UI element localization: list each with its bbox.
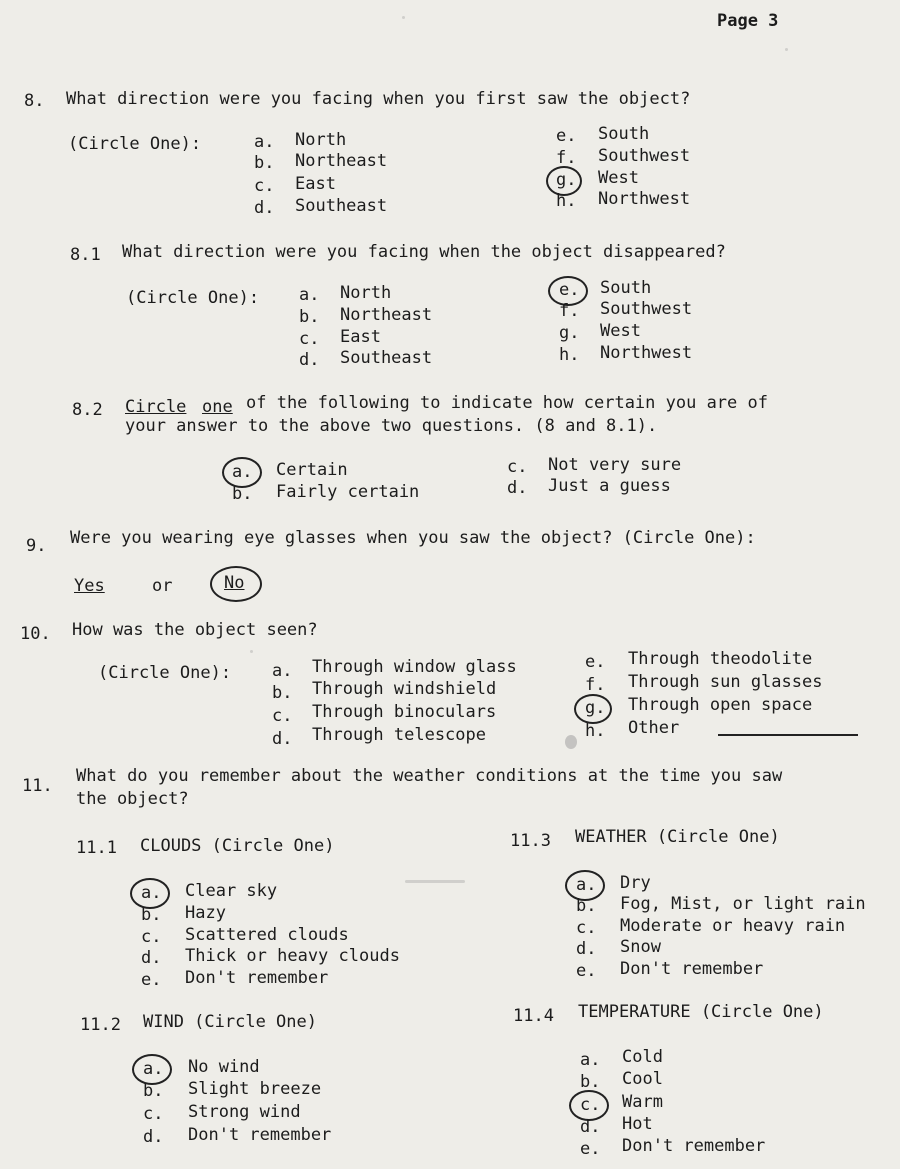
q11-4-option-e-label: Don't remember [622, 1136, 766, 1156]
q8-1-option-a-label: North [340, 283, 392, 303]
q8-1-option-h-letter: h. [559, 345, 580, 365]
q8-option-c-letter: c. [254, 176, 275, 196]
q11-3-number: 11.3 [510, 831, 551, 851]
q11-2-option-d-letter: d. [143, 1127, 164, 1147]
q11-1-number: 11.1 [76, 838, 117, 858]
q9-or: or [152, 576, 173, 596]
q8-1-option-d-label: Southeast [340, 348, 433, 368]
q8-1-option-f-label: Southwest [600, 299, 693, 319]
q8-option-g-letter: g. [556, 170, 577, 190]
q8-1-text: What direction were you facing when the object disappeared? [122, 242, 726, 262]
q8-1-option-b-label: Northeast [340, 305, 433, 325]
q8-2-option-b-label: Fairly certain [276, 482, 420, 502]
q11-2-option-b-label: Slight breeze [188, 1079, 322, 1099]
q10-option-h-letter: h. [585, 721, 606, 741]
q8-1-option-g-label: West [600, 321, 641, 341]
q11-text-line1: What do you remember about the weather conditions at the time you saw [76, 766, 783, 786]
q8-2-text-line2: your answer to the above two questions. (8 and 8.1). [125, 416, 658, 436]
q10-option-b-label: Through windshield [312, 679, 497, 699]
q11-3-option-a-label: Dry [620, 873, 651, 893]
q11-1-option-c-letter: c. [141, 927, 162, 947]
q11-text-line2: the object? [76, 789, 189, 809]
ink-blot [565, 735, 577, 749]
q10-option-d-label: Through telescope [312, 725, 486, 745]
q11-1-option-a-letter: a. [141, 883, 162, 903]
q11-3-option-c-label: Moderate or heavy rain [620, 916, 846, 936]
q8-2-option-c-label: Not very sure [548, 455, 682, 475]
q11-3-option-d-label: Snow [620, 937, 661, 957]
q11-4-option-b-label: Cool [622, 1069, 663, 1089]
q10-option-g-letter: g. [585, 698, 606, 718]
q11-2-option-b-letter: b. [143, 1081, 164, 1101]
q11-4-option-c-label: Warm [622, 1092, 663, 1112]
q10-option-c-label: Through binoculars [312, 702, 497, 722]
q8-option-c-label: East [295, 174, 336, 194]
q11-4-option-a-label: Cold [622, 1047, 663, 1067]
q11-2-option-a-letter: a. [143, 1059, 164, 1079]
q10-option-b-letter: b. [272, 683, 293, 703]
q9-text: Were you wearing eye glasses when you saw the object? (Circle One): [70, 528, 756, 548]
q8-number: 8. [24, 91, 45, 111]
q8-instruction: (Circle One): [68, 134, 202, 154]
speck [402, 16, 405, 19]
q8-1-option-a-letter: a. [299, 285, 320, 305]
q8-option-d-letter: d. [254, 198, 275, 218]
q8-option-b-label: Northeast [295, 151, 388, 171]
q8-2-option-d-letter: d. [507, 478, 528, 498]
q8-1-option-e-letter: e. [559, 280, 580, 300]
q11-4-option-a-letter: a. [580, 1050, 601, 1070]
q9-no: No [224, 573, 245, 593]
q11-4-title: TEMPERATURE (Circle One) [578, 1002, 824, 1022]
q10-option-g-label: Through open space [628, 695, 813, 715]
q8-option-e-label: South [598, 124, 650, 144]
q11-2-number: 11.2 [80, 1015, 121, 1035]
q8-2-text: of the following to indicate how certain you are of [246, 393, 768, 413]
q10-text: How was the object seen? [72, 620, 318, 640]
q10-option-a-label: Through window glass [312, 657, 517, 677]
q8-1-option-e-label: South [600, 278, 652, 298]
q11-1-title: CLOUDS (Circle One) [140, 836, 335, 856]
q11-1-option-d-letter: d. [141, 948, 162, 968]
q10-option-e-label: Through theodolite [628, 649, 813, 669]
q11-2-option-c-label: Strong wind [188, 1102, 301, 1122]
q8-2-option-a-label: Certain [276, 460, 348, 480]
q11-3-option-e-label: Don't remember [620, 959, 764, 979]
q8-1-option-c-label: East [340, 327, 381, 347]
q8-option-a-label: North [295, 130, 347, 150]
q8-1-option-c-letter: c. [299, 329, 320, 349]
q10-other-blank-line [718, 734, 858, 736]
q8-text: What direction were you facing when you first saw the object? [66, 89, 691, 109]
q11-1-option-e-label: Don't remember [185, 968, 329, 988]
q10-option-f-letter: f. [585, 675, 606, 695]
q11-1-option-d-label: Thick or heavy clouds [185, 946, 400, 966]
q8-option-h-letter: h. [556, 191, 577, 211]
speck [785, 48, 788, 51]
q10-option-d-letter: d. [272, 729, 293, 749]
q8-option-g-label: West [598, 168, 639, 188]
q11-1-option-a-label: Clear sky [185, 881, 278, 901]
q11-3-title: WEATHER (Circle One) [575, 827, 780, 847]
q9-yes: Yes [74, 576, 105, 596]
speck [250, 650, 253, 653]
q8-1-option-b-letter: b. [299, 307, 320, 327]
q8-2-option-c-letter: c. [507, 457, 528, 477]
q8-2-option-a-letter: a. [232, 462, 253, 482]
q8-1-option-d-letter: d. [299, 350, 320, 370]
q11-4-option-d-letter: d. [580, 1117, 601, 1137]
q10-option-c-letter: c. [272, 706, 293, 726]
q8-1-option-f-letter: f. [559, 301, 580, 321]
q10-option-h-label: Other [628, 718, 680, 738]
q11-1-option-e-letter: e. [141, 970, 162, 990]
q9-number: 9. [26, 536, 47, 556]
q11-2-option-d-label: Don't remember [188, 1125, 332, 1145]
q8-1-option-h-label: Northwest [600, 343, 693, 363]
q8-option-a-letter: a. [254, 132, 275, 152]
q8-2-option-d-label: Just a guess [548, 476, 671, 496]
q11-1-option-b-letter: b. [141, 905, 162, 925]
q11-number: 11. [22, 776, 53, 796]
q11-3-option-c-letter: c. [576, 918, 597, 938]
q8-option-e-letter: e. [556, 126, 577, 146]
q8-2-option-b-letter: b. [232, 484, 253, 504]
q8-option-h-label: Northwest [598, 189, 691, 209]
q11-3-option-e-letter: e. [576, 961, 597, 981]
q8-option-d-label: Southeast [295, 196, 388, 216]
q11-4-option-d-label: Hot [622, 1114, 653, 1134]
q8-option-f-letter: f. [556, 148, 577, 168]
q11-4-option-b-letter: b. [580, 1072, 601, 1092]
q11-2-option-a-label: No wind [188, 1057, 260, 1077]
q10-number: 10. [20, 624, 51, 644]
page-label: Page 3 [717, 11, 779, 31]
q11-3-option-b-label: Fog, Mist, or light rain [620, 894, 866, 914]
q8-1-number: 8.1 [70, 245, 101, 265]
q10-option-f-label: Through sun glasses [628, 672, 823, 692]
q10-option-a-letter: a. [272, 661, 293, 681]
q8-1-instruction: (Circle One): [126, 288, 260, 308]
smudge [405, 880, 465, 883]
q11-4-number: 11.4 [513, 1006, 554, 1026]
q11-3-option-a-letter: a. [576, 875, 597, 895]
q10-option-e-letter: e. [585, 652, 606, 672]
q11-1-option-c-label: Scattered clouds [185, 925, 349, 945]
q11-4-option-e-letter: e. [580, 1139, 601, 1159]
q11-2-title: WIND (Circle One) [143, 1012, 317, 1032]
q8-1-option-g-letter: g. [559, 323, 580, 343]
q11-3-option-d-letter: d. [576, 939, 597, 959]
q11-1-option-b-label: Hazy [185, 903, 226, 923]
q10-instruction: (Circle One): [98, 663, 232, 683]
q11-3-option-b-letter: b. [576, 896, 597, 916]
q8-option-b-letter: b. [254, 153, 275, 173]
q8-2-one-word: one [202, 397, 233, 417]
q11-2-option-c-letter: c. [143, 1104, 164, 1124]
q11-4-option-c-letter: c. [580, 1095, 601, 1115]
q8-option-f-label: Southwest [598, 146, 691, 166]
q8-2-circle-word: Circle [125, 397, 187, 417]
q8-2-number: 8.2 [72, 400, 103, 420]
